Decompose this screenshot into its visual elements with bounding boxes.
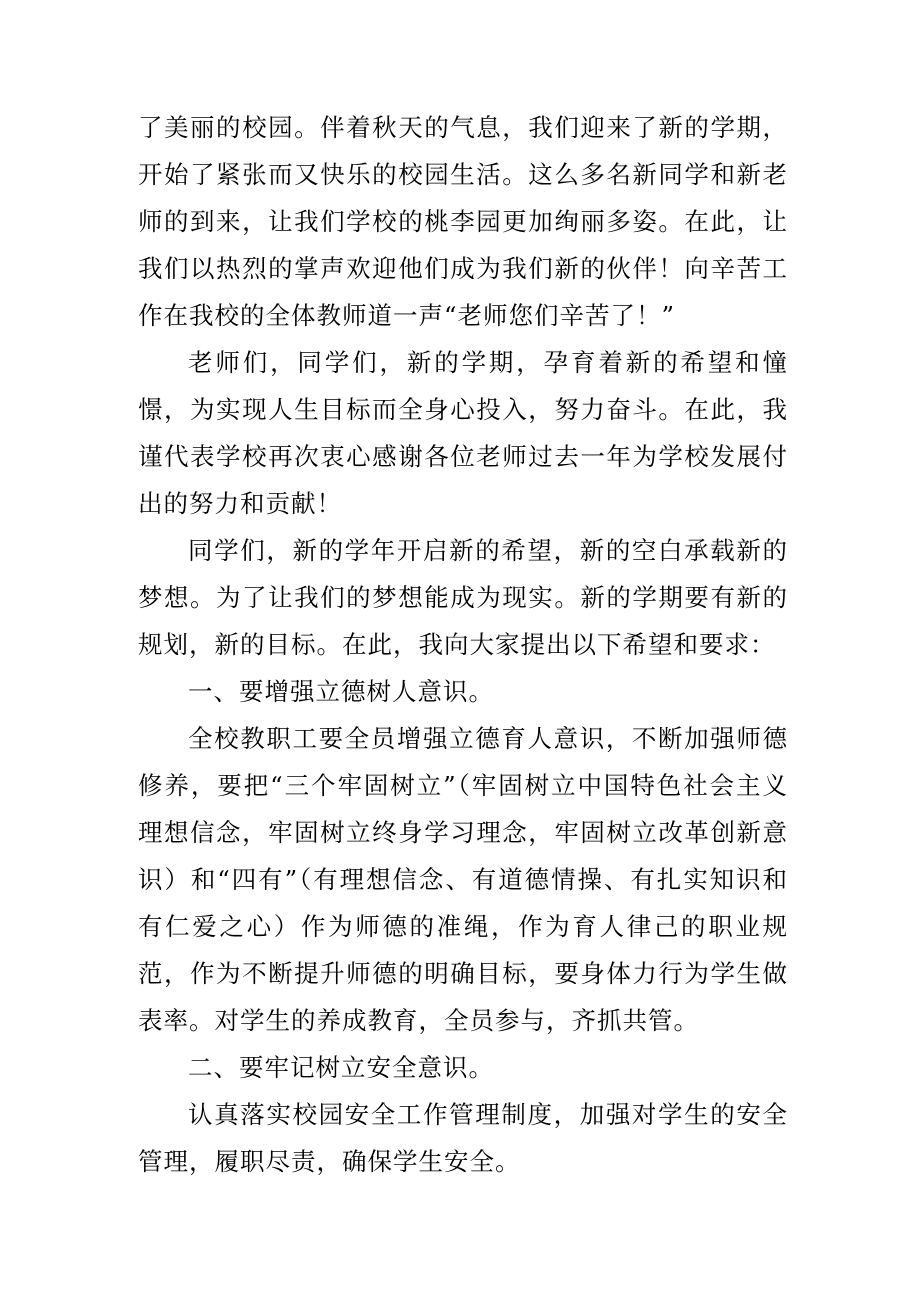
section-heading-2: 二、要牢记树立安全意识。 (188, 1053, 494, 1082)
paragraph-safety: 认真落实校园安全工作管理制度，加强对学生的安全管理，履职尽责，确保学生安全。 (138, 1100, 788, 1176)
document-body (138, 104, 788, 1185)
section-heading-1: 一、要增强立德树人意识。 (188, 677, 494, 706)
paragraph-teachers-students: 老师们，同学们，新的学期，孕育着新的希望和憧憬，为实现人生目标而全身心投入，努力奋斗。在此，我谨代表学校再次衷心感谢各位老师过去一年为学校发展付出的努力和贡献！ (138, 348, 788, 518)
paragraph-intro: 了美丽的校园。伴着秋天的气息，我们迎来了新的学期，开始了紧张而又快乐的校园生活。这么多名新同学和新老师的到来，让我们学校的桃李园更加绚丽多姿。在此，让我们以热烈的掌声欢迎他们成为我们新的伙伴！向辛苦工作在我校的全体教师道一声“老师您们辛苦了！” (138, 113, 788, 330)
paragraph-morality: 全校教职工要全员增强立德育人意识，不断加强师德修养，要把“三个牢固树立”（牢固树立中国特色社会主义理想信念，牢固树立终身学习理念，牢固树立改革创新意识）和“四有”（有理想信念、有道德情操、有扎实知识和有仁爱之心）作为师德的准绳，作为育人律己的职业规范，作为不断提升师德的明确目标，要身体力行为学生做表率。对学生的养成教育，全员参与，齐抓共管。 (138, 724, 788, 1035)
paragraph-new-year-hopes: 同学们，新的学年开启新的希望，新的空白承载新的梦想。为了让我们的梦想能成为现实。新的学期要有新的规划，新的目标。在此，我向大家提出以下希望和要求： (138, 536, 788, 659)
